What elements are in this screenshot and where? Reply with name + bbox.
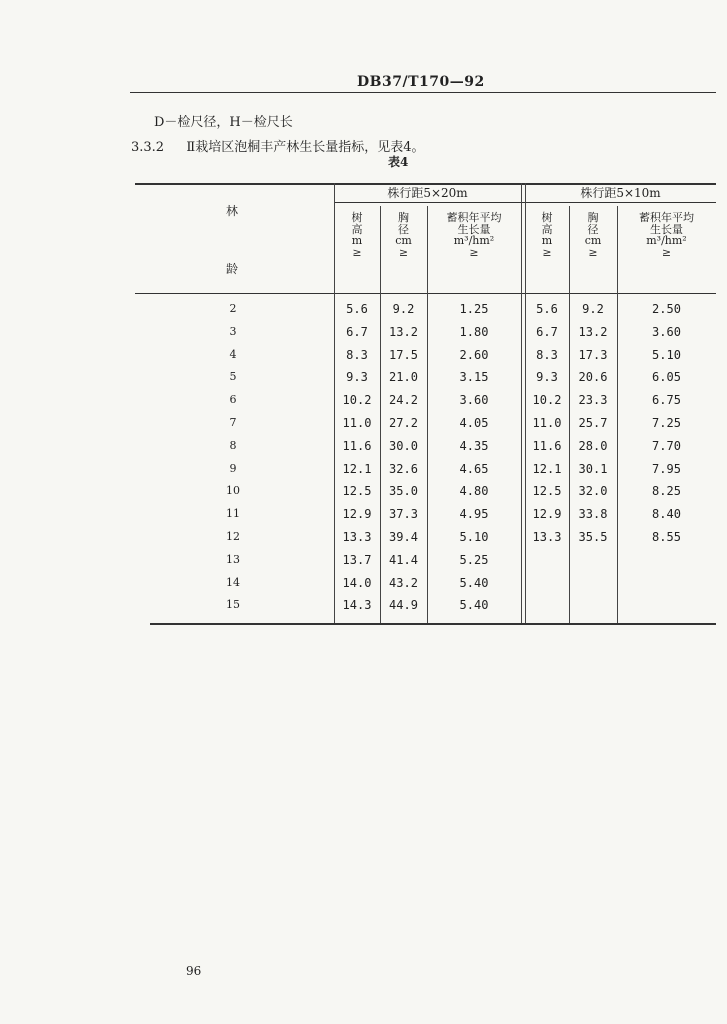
table-cell: 5.40 bbox=[459, 575, 489, 590]
age-cell: 2 bbox=[229, 302, 237, 315]
row-header-top: 林 bbox=[225, 204, 238, 218]
age-cell: 3 bbox=[229, 324, 237, 338]
column-header: 树 高 m ≥ bbox=[351, 211, 363, 259]
table-cell: 11.6 bbox=[342, 438, 372, 453]
table-cell: 6.05 bbox=[652, 370, 681, 385]
table-cell: 32.0 bbox=[578, 484, 608, 499]
table-cell: 5.10 bbox=[652, 347, 681, 362]
table-cell: 4.65 bbox=[459, 461, 489, 476]
table-cell: 4.05 bbox=[459, 416, 489, 430]
table-cell: 9.3 bbox=[346, 370, 368, 385]
document-code: DB37/T170—92 bbox=[357, 74, 485, 90]
table-cell: 13.2 bbox=[578, 324, 608, 339]
table-cell: 30.0 bbox=[389, 438, 418, 453]
column-header: 胸 径 cm ≥ bbox=[395, 211, 412, 259]
table-cell: 21.0 bbox=[389, 370, 418, 385]
column-header: 胸 径 cm ≥ bbox=[584, 211, 602, 259]
column-divider bbox=[617, 206, 618, 623]
age-cell: 10 bbox=[226, 484, 240, 498]
age-cell: 4 bbox=[229, 347, 237, 361]
header-rule bbox=[130, 92, 716, 93]
table-cell: 5.40 bbox=[459, 598, 489, 613]
table-cell: 12.1 bbox=[532, 461, 562, 476]
table-cell: 6.7 bbox=[346, 324, 368, 339]
table-cell: 3.60 bbox=[459, 393, 489, 408]
age-cell: 11 bbox=[226, 507, 240, 521]
table-cell: 6.7 bbox=[536, 324, 558, 339]
table-cell: 9.2 bbox=[392, 302, 415, 316]
table-cell: 7.25 bbox=[652, 416, 681, 430]
table-cell: 3.15 bbox=[459, 370, 489, 385]
table-cell: 4.95 bbox=[459, 507, 489, 522]
table-cell: 10.2 bbox=[532, 393, 562, 408]
group-title: 株行距5×10m bbox=[580, 186, 661, 200]
column-header: 蓄积年平均 生长量 m³/hm² ≥ bbox=[446, 211, 502, 259]
column-divider bbox=[569, 206, 570, 623]
table-cell: 1.25 bbox=[459, 302, 489, 316]
page-number: 96 bbox=[186, 964, 202, 978]
column-header: 蓄积年平均 生长量 m³/hm² ≥ bbox=[639, 211, 694, 259]
table-cell: 32.6 bbox=[389, 461, 418, 476]
table-cell: 12.9 bbox=[532, 507, 562, 522]
divider-groups bbox=[521, 183, 522, 623]
table-cell: 27.2 bbox=[389, 416, 418, 430]
table-cell: 14.0 bbox=[342, 575, 372, 590]
table-cell: 8.25 bbox=[652, 484, 681, 499]
age-cell: 6 bbox=[229, 393, 237, 407]
table-cell: 44.9 bbox=[389, 598, 418, 613]
table-cell: 13.7 bbox=[342, 552, 372, 567]
table-cell: 12.1 bbox=[342, 461, 372, 476]
definition-line: D－检尺径，H－检尺长 bbox=[154, 115, 293, 130]
table-cell: 33.8 bbox=[578, 507, 608, 522]
table-cell: 8.40 bbox=[652, 507, 681, 522]
table-cell: 7.95 bbox=[652, 461, 681, 476]
table-cell: 10.2 bbox=[342, 393, 372, 408]
table-title: 表4 bbox=[388, 155, 409, 169]
age-cell: 12 bbox=[226, 530, 240, 543]
table-cell: 9.2 bbox=[582, 302, 604, 316]
table-cell: 39.4 bbox=[389, 530, 418, 544]
table-cell: 23.3 bbox=[578, 393, 608, 408]
table-cell: 11.6 bbox=[532, 438, 562, 453]
table-cell: 37.3 bbox=[389, 507, 418, 522]
table-cell: 13.3 bbox=[532, 530, 562, 544]
row-header-bottom: 龄 bbox=[225, 262, 238, 276]
table-cell: 8.3 bbox=[346, 347, 368, 362]
header-bottom-rule bbox=[135, 293, 716, 294]
table-cell: 11.0 bbox=[532, 416, 562, 430]
table-cell: 28.0 bbox=[578, 438, 608, 453]
table-cell: 1.80 bbox=[459, 324, 489, 339]
table-cell: 4.35 bbox=[459, 438, 489, 453]
table-cell: 14.3 bbox=[342, 598, 372, 613]
table-cell: 17.5 bbox=[389, 347, 418, 362]
table-cell: 4.80 bbox=[459, 484, 489, 499]
table-cell: 13.2 bbox=[389, 324, 418, 339]
table-cell: 25.7 bbox=[578, 416, 608, 430]
table-cell: 35.5 bbox=[578, 530, 608, 544]
table-cell: 20.6 bbox=[578, 370, 608, 385]
table-cell: 12.9 bbox=[342, 507, 372, 522]
table-cell: 5.6 bbox=[536, 302, 558, 316]
clause-number: 3.3.2 bbox=[131, 140, 165, 155]
table-cell: 3.60 bbox=[652, 324, 681, 339]
table-cell: 43.2 bbox=[389, 575, 418, 590]
group-title: 株行距5×20m bbox=[387, 186, 468, 200]
clause-paragraph bbox=[131, 136, 424, 155]
table-cell: 35.0 bbox=[389, 484, 418, 499]
clause-text: Ⅱ栽培区泡桐丰产林生长量指标，见表4。 bbox=[186, 140, 425, 155]
age-cell: 7 bbox=[229, 416, 237, 429]
table-cell: 8.3 bbox=[536, 347, 558, 362]
age-cell: 15 bbox=[226, 598, 240, 612]
age-cell: 9 bbox=[229, 461, 237, 475]
table-cell: 6.75 bbox=[652, 393, 681, 408]
table-cell: 24.2 bbox=[389, 393, 418, 408]
age-cell: 13 bbox=[226, 552, 240, 566]
age-cell: 5 bbox=[229, 370, 237, 384]
table-cell: 13.3 bbox=[342, 530, 372, 544]
table-cell: 7.70 bbox=[652, 438, 681, 453]
table-bottom-rule bbox=[150, 623, 716, 625]
table-cell: 5.25 bbox=[459, 552, 489, 567]
table-cell: 12.5 bbox=[342, 484, 372, 499]
table-top-rule bbox=[135, 183, 716, 185]
age-cell: 14 bbox=[226, 575, 240, 589]
table-cell: 2.60 bbox=[459, 347, 489, 362]
table-cell: 9.3 bbox=[536, 370, 558, 385]
table-cell: 8.55 bbox=[652, 530, 681, 544]
table-cell: 5.6 bbox=[346, 302, 368, 316]
age-cell: 8 bbox=[229, 438, 237, 452]
column-header: 树 高 m ≥ bbox=[541, 211, 553, 259]
table-cell: 11.0 bbox=[342, 416, 372, 430]
table-cell: 12.5 bbox=[532, 484, 562, 499]
table-cell: 5.10 bbox=[459, 530, 489, 544]
table-cell: 2.50 bbox=[652, 302, 681, 316]
table-cell: 30.1 bbox=[578, 461, 608, 476]
table-cell: 17.3 bbox=[578, 347, 608, 362]
table-cell: 41.4 bbox=[389, 552, 418, 567]
